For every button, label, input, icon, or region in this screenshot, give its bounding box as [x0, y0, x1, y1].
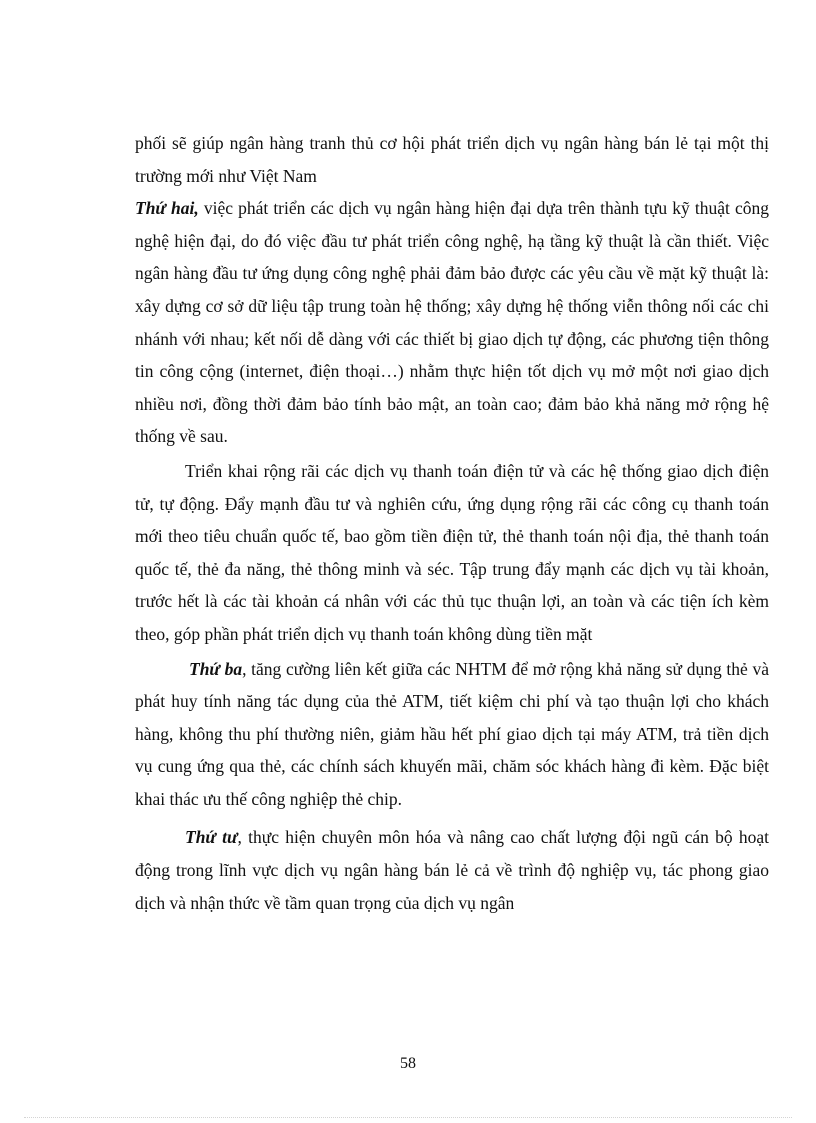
paragraph-thu-hai [135, 192, 769, 453]
page-number: 58 [400, 1055, 416, 1072]
paragraph-text: , tăng cường liên kết giữa các NHTM để mở rộng khả năng sử dụng thẻ và phát huy tính năng tác dụng của thẻ ATM, tiết kiệm chi phí và tạo thuận lợi cho khách hàng, không thu phí thường niên, giảm hầu hết phí giao dịch tại máy ATM, trả tiền dịch vụ cung ứng qua thẻ, các chính sách khuyến mãi, chăm sóc khách hàng đi kèm. Đặc biệt khai thác ưu thế công nghiệp thẻ chip. [135, 658, 769, 809]
bottom-divider [24, 1117, 792, 1118]
paragraph-text: , thực hiện chuyên môn hóa và nâng cao chất lượng đội ngũ cán bộ hoạt động trong lĩnh vực dịch vụ ngân hàng bán lẻ cả về trình độ nghiệp vụ, tác phong giao dịch và nhận thức về tầm quan trọng của dịch vụ ngân [135, 827, 769, 913]
paragraph-text: Triển khai rộng rãi các dịch vụ thanh toán điện tử và các hệ thống giao dịch điện tử, tự động. Đẩy mạnh đầu tư và nghiên cứu, ứng dụng rộng rãi các công cụ thanh toán mới theo tiêu chuẩn quốc tế, bao gồm tiền điện tử, thẻ thanh toán nội địa, thẻ thanh toán quốc tế, thẻ đa năng, thẻ thông minh và séc. Tập trung đẩy mạnh các dịch vụ tài khoản, trước hết là các tài khoản cá nhân với các thủ tục thuận lợi, an toàn và các tiện ích kèm theo, góp phần phát triển dịch vụ thanh toán không dùng tiền mặt [135, 460, 769, 644]
paragraph-lead: Thứ hai, [135, 198, 199, 219]
paragraph-lead: Thứ tư [185, 827, 238, 848]
paragraph-continuation [135, 127, 769, 192]
paragraph-text: phối sẽ giúp ngân hàng tranh thủ cơ hội phát triển dịch vụ ngân hàng bán lẻ tại một thị trường mới như Việt Nam [135, 133, 769, 186]
paragraph-lead: Thứ ba [189, 658, 243, 679]
paragraph-text: việc phát triển các dịch vụ ngân hàng hiện đại dựa trên thành tựu kỹ thuật công nghệ hiện đại, do đó việc đầu tư phát triển công nghệ, hạ tầng kỹ thuật là cần thiết. Việc ngân hàng đầu tư ứng dụng công nghệ phải đảm bảo được các yêu cầu về mặt kỹ thuật là: xây dựng cơ sở dữ liệu tập trung toàn hệ thống; xây dựng hệ thống viễn thông nối các chi nhánh với nhau; kết nối dễ dàng với các thiết bị giao dịch tự động, các phương tiện thông tin công cộng (internet, điện thoại…) nhằm thực hiện tốt dịch vụ mở một nơi giao dịch nhiều nơi, đồng thời đảm bảo tính bảo mật, an toàn cao; đảm bảo khả năng mở rộng hệ thống về sau. [135, 198, 769, 447]
paragraph-trien-khai [135, 455, 769, 651]
paragraph-thu-ba [135, 653, 769, 816]
paragraph-thu-tu [135, 821, 769, 919]
body-text [135, 127, 769, 919]
